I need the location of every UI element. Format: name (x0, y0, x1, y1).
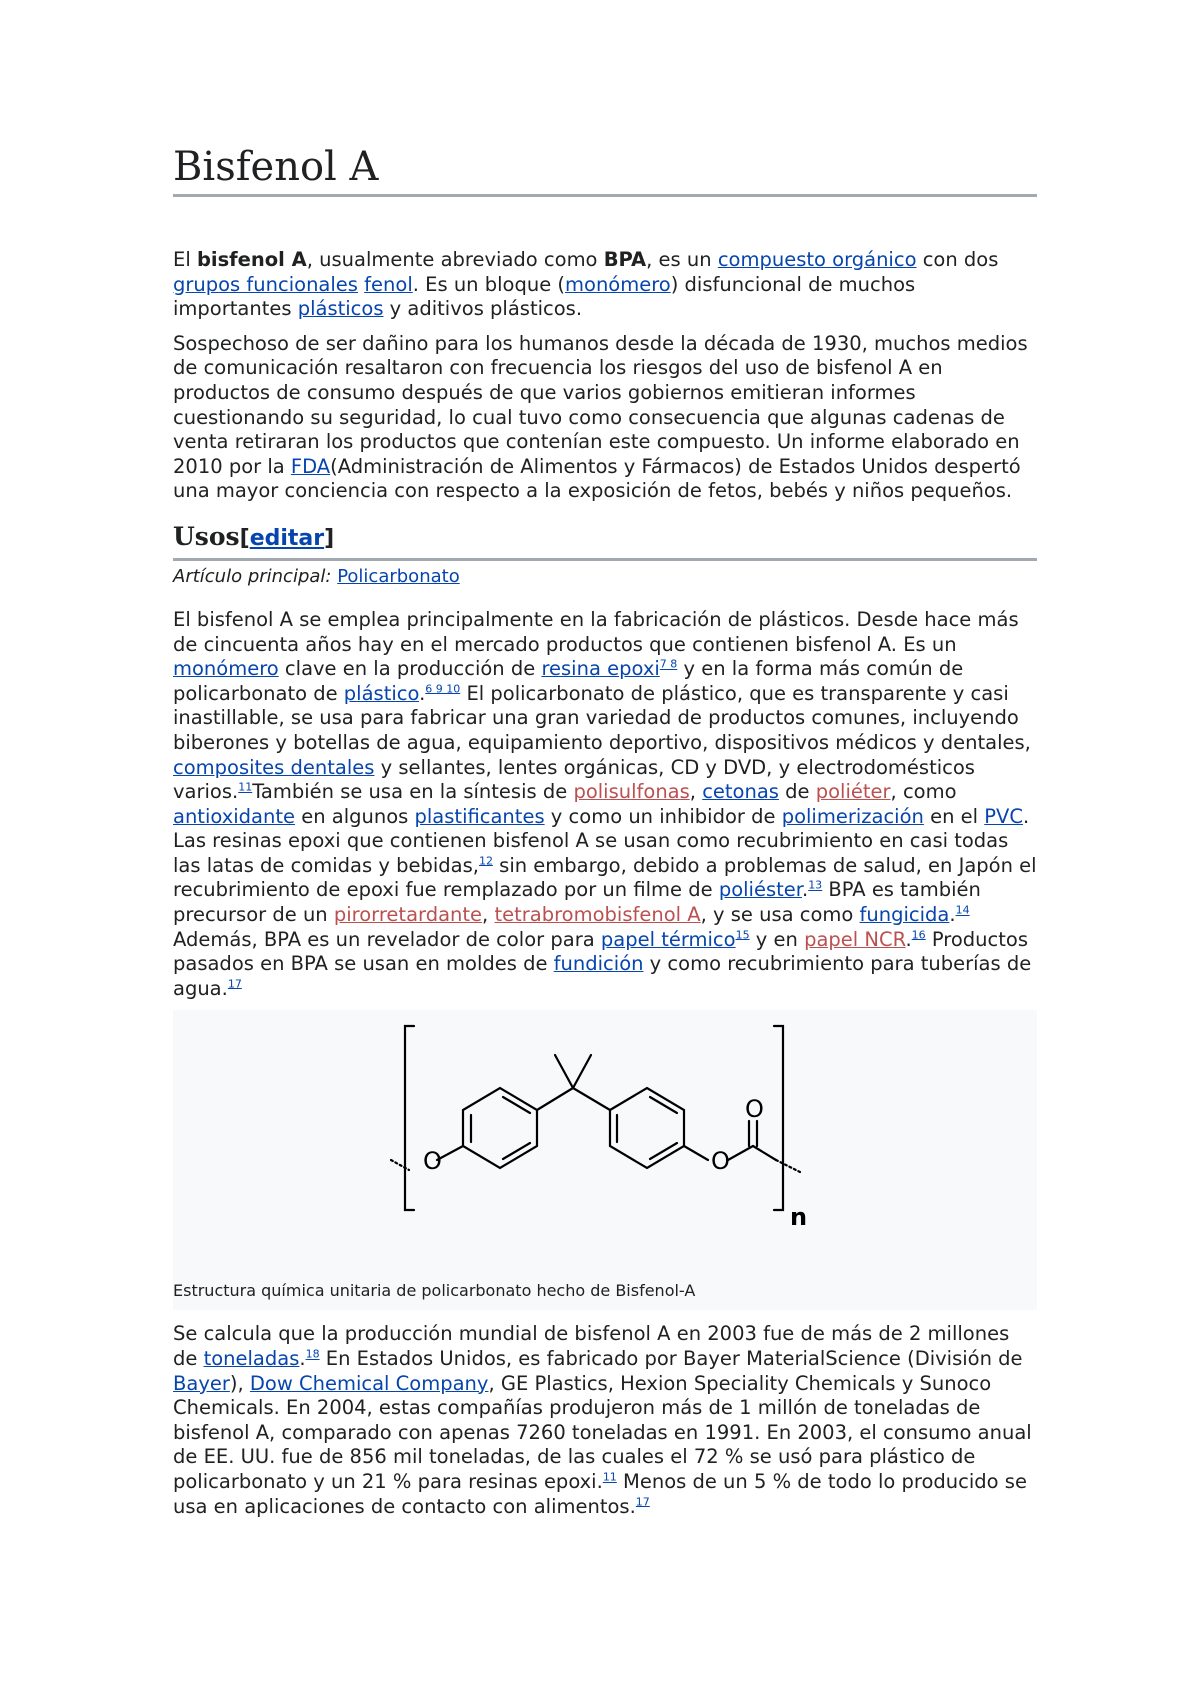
text: BPA es también precursor de un (173, 878, 981, 927)
left-ring-double-3 (503, 1143, 530, 1159)
left-bracket (405, 1026, 414, 1210)
citation-link[interactable]: 11 (602, 1470, 617, 1484)
bond-left-ring-center (537, 1088, 573, 1110)
text: En Estados Unidos, es fabricado por Bayer MaterialScience (División de (319, 1347, 1023, 1371)
usos-paragraph-2 (173, 1322, 1037, 1519)
structure-bonds (391, 1026, 800, 1210)
text: (Administración de Alimentos y Fármacos) de Estados Unidos despertó una mayor conciencia con respecto a la exposición de fetos, bebés y niños pequeños. (173, 454, 1021, 503)
chemical-structure-image (173, 1010, 1037, 1280)
bond-center-right-ring (573, 1088, 610, 1110)
structure-atoms (423, 1095, 807, 1231)
right-bracket (774, 1026, 783, 1210)
citation[interactable] (425, 682, 460, 695)
methyl-1 (555, 1055, 573, 1088)
text: El bisfenol A se emplea principalmente en la fabricación de plásticos. Desde hace más de cincuenta años hay en el mercado productos que contienen bisfenol A. Es un (173, 607, 1019, 656)
text: , (689, 780, 703, 804)
text: en algunos (295, 804, 415, 828)
link-fungicida[interactable]: fungicida (859, 903, 950, 927)
hatnote-label: Artículo principal: (173, 565, 332, 587)
left-ring-double-2 (503, 1097, 530, 1113)
figure-policarbonato-structure (173, 1010, 1037, 1310)
text: Sospechoso de ser dañino para los humanos desde la década de 1930, muchos medios de comunicación resaltaron con frecuencia los riesgos del uso de bisfenol A en productos de consumo después de que varios gobiernos emitieran informes cuestionando su seguridad, lo cual tuvo como consecuencia que algunas cadenas de venta retiraran los productos que contenían este compuesto. Un informe elaborado en 2010 por la (173, 331, 1028, 478)
citation[interactable] (660, 658, 678, 671)
citation-link[interactable]: 13 (808, 878, 823, 892)
link-toneladas[interactable]: toneladas (203, 1347, 300, 1371)
text: El (173, 248, 197, 271)
link-tetrabromobisfenol-a[interactable]: tetrabromobisfenol A (494, 903, 701, 927)
text: , GE Plastics, Hexion Speciality Chemicals y Sunoco Chemicals. En 2004, estas compañías produjeron más de 1 millón de toneladas de bisfenol A, comparado con apenas 7260 toneladas en 1991. En 2003, el consumo anual de EE. UU. fue de 856 mil toneladas, de las cuales el 72 % se usó para plástico de policarbonato y un 21 % para resinas epoxi. (173, 1371, 1032, 1493)
text: . (949, 903, 956, 927)
text: También se usa en la síntesis de (252, 780, 574, 804)
link-papel-ncr[interactable]: papel NCR (804, 927, 906, 951)
text: y en la forma más común de policarbonato de (173, 657, 964, 705)
text: , como (890, 780, 957, 804)
text: Además, BPA es un revelador de color para (173, 927, 601, 951)
link-cetonas[interactable]: cetonas (702, 780, 779, 804)
bracket: ] (324, 525, 335, 551)
citation-link[interactable]: 17 (227, 977, 242, 991)
link-dow-chemical-company[interactable]: Dow Chemical Company (249, 1371, 489, 1395)
dotted-bond-right (776, 1160, 800, 1172)
text: Se calcula que la producción mundial de bisfenol A en 2003 fue de más de 2 millones de (173, 1322, 1010, 1371)
link-polieter[interactable]: poliéter (815, 780, 891, 804)
link-pvc[interactable]: PVC (984, 804, 1023, 828)
usos-paragraph-1 (173, 608, 1037, 1002)
link-poliester[interactable]: poliéster (718, 878, 802, 902)
figure-caption: Estructura química unitaria de policarbonato hecho de Bisfenol-A (173, 1281, 696, 1301)
atom-oxygen: O (745, 1095, 764, 1124)
right-ring-double-2 (650, 1097, 677, 1113)
text: ), (229, 1371, 250, 1395)
link-compuesto-organico[interactable]: compuesto orgánico (717, 248, 917, 271)
link-polisulfonas[interactable]: polisulfonas (573, 780, 690, 804)
text: , usualmente abreviado como (306, 248, 604, 271)
citation[interactable] (736, 928, 750, 941)
link-antioxidante[interactable]: antioxidante (173, 804, 295, 828)
text: y en (749, 927, 805, 951)
citation[interactable] (238, 781, 252, 794)
text: Productos pasados en BPA se usan en moldes de (173, 927, 1028, 976)
citation-link[interactable]: 17 (635, 1495, 650, 1509)
text: con dos (916, 248, 999, 271)
citation[interactable] (228, 977, 242, 990)
link-policarbonato[interactable]: Policarbonato (337, 565, 460, 587)
link-fda[interactable]: FDA (290, 454, 331, 478)
link-bayer[interactable]: Bayer (173, 1371, 230, 1395)
right-benzene-ring (610, 1088, 684, 1168)
citation[interactable] (603, 1471, 617, 1484)
article (173, 142, 1037, 1519)
hatnote (173, 565, 1037, 589)
left-benzene-ring (463, 1088, 537, 1168)
text: en el (923, 804, 985, 828)
text: , (482, 903, 495, 927)
citation-link[interactable]: 15 (735, 928, 750, 942)
text: de (778, 780, 816, 804)
text: . Las resinas epoxi que contienen bisfenol A se usan como recubrimiento en casi todas las latas de comidas y bebidas, (173, 804, 1030, 877)
text: y como un inhibidor de (544, 804, 782, 828)
link-plasticos[interactable]: plásticos (297, 297, 384, 321)
edit-link[interactable]: editar (249, 525, 325, 551)
link-grupos-funcionales[interactable]: grupos funcionales (173, 272, 358, 296)
text: El policarbonato de plástico, que es transparente y casi inastillable, se usa para fabricar una gran variedad de productos comunes, incluyendo biberones y botellas de agua, equipamiento deportivo, dispositivos médicos y dentales, (173, 681, 1031, 754)
text: , y se usa como (700, 903, 860, 927)
link-plastificantes[interactable]: plastificantes (414, 804, 545, 828)
text: Menos de un 5 % de todo lo producido se usa en aplicaciones de contacto con alimentos. (173, 1470, 1027, 1518)
text: y sellantes, lentes orgánicas, CD y DVD, y electrodomésticos varios. (173, 755, 975, 804)
bond-carbonyl-out (753, 1146, 776, 1160)
repeat-subscript: n (790, 1203, 808, 1232)
bold-term: bisfenol A (196, 248, 307, 271)
citation-link[interactable]: 7 8 (659, 657, 678, 671)
link-plastico[interactable]: plástico (343, 681, 420, 705)
bond-o2-carbonyl (728, 1146, 753, 1160)
link-resina-epoxi[interactable]: resina epoxi (541, 657, 660, 681)
bold-term: BPA (603, 248, 647, 271)
text: . Es un bloque ( (412, 272, 566, 296)
link-composites-dentales[interactable]: composites dentales (173, 755, 375, 779)
text: , es un (646, 248, 718, 271)
lead-paragraph-1 (173, 248, 1037, 322)
text: . (801, 878, 809, 902)
lead-paragraph-2 (173, 332, 1037, 504)
link-fenol[interactable]: fenol (364, 272, 413, 296)
edit-section (240, 526, 335, 551)
text: sin embargo, debido a problemas de salud, en Japón el recubrimiento de epoxi fue remplazado por un filme de (173, 853, 1037, 902)
citation[interactable] (636, 1495, 650, 1508)
text: y como recubrimiento para tuberías de agua. (173, 952, 1032, 1000)
text: . (905, 927, 912, 951)
link-polimerizacion[interactable]: polimerización (781, 804, 924, 828)
text: . (419, 681, 426, 705)
right-ring-double-3 (650, 1143, 677, 1159)
link-fundicion[interactable]: fundición (553, 952, 644, 976)
section-title: Usos (173, 521, 240, 551)
citation-link[interactable]: 18 (305, 1347, 320, 1361)
citation-link[interactable]: 16 (911, 928, 926, 942)
methyl-2 (573, 1055, 591, 1088)
citation-link[interactable]: 6 9 10 (425, 682, 461, 696)
text: . (299, 1347, 306, 1371)
citation-link[interactable]: 11 (238, 780, 253, 794)
citation[interactable] (479, 854, 493, 867)
citation[interactable] (912, 928, 926, 941)
atom-oxygen: O (423, 1147, 442, 1176)
atom-oxygen: O (711, 1147, 730, 1176)
citation[interactable] (956, 904, 970, 917)
section-heading-usos (173, 520, 1037, 561)
link-monomero[interactable]: monómero (565, 272, 671, 296)
dotted-bond-left (391, 1160, 409, 1170)
citation[interactable] (306, 1348, 320, 1361)
bracket: [ (239, 525, 250, 551)
citation-link[interactable]: 12 (478, 854, 493, 868)
page-title: Bisfenol A (173, 142, 1037, 197)
text: y aditivos plásticos. (383, 297, 583, 321)
bond-ring-o2 (684, 1146, 708, 1160)
citation-link[interactable]: 14 (955, 903, 970, 917)
link-pirorretardante[interactable]: pirorretardante (333, 903, 483, 927)
link-papel-termico[interactable]: papel térmico (600, 927, 736, 951)
citation[interactable] (808, 879, 822, 892)
link-monomero[interactable]: monómero (173, 657, 279, 681)
text: ) disfuncional de muchos importantes (173, 272, 916, 321)
text: clave en la producción de (278, 657, 542, 681)
